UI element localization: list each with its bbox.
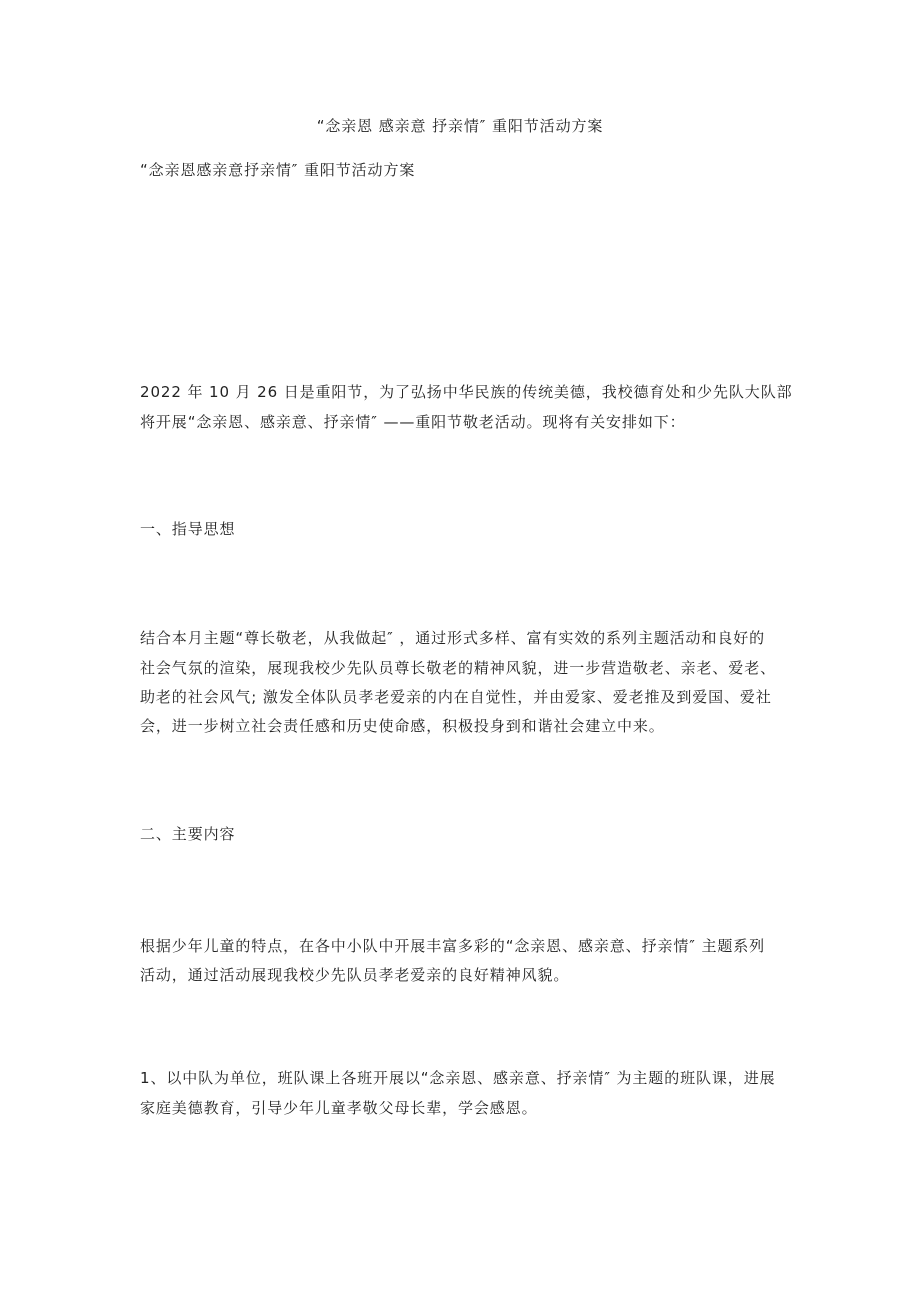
section2-line: 活动，通过活动展现我校少先队员孝老爱亲的良好精神风貌。 [140,966,570,984]
section1-line: 社会气氛的渲染，展现我校少先队员尊长敬老的精神风貌，进一步营造敬老、亲老、爱老、 [140,659,777,677]
section2-line: 根据少年儿童的特点，在各中小队中开展丰富多彩的“念亲恩、感亲意、抒亲情″ 主题系列 [140,937,766,955]
section1-line: 会，进一步树立社会责任感和历史使命感，积极投身到和谐社会建立中来。 [140,717,665,735]
section-heading-guiding-ideology: 一、指导思想 [140,520,236,538]
item1-line: 家庭美德教育，引导少年儿童孝敬父母长辈，学会感恩。 [140,1099,538,1117]
item1-line: 1、以中队为单位，班队课上各班开展以“念亲恩、感亲意、抒亲情″ 为主题的班队课，进展 [140,1069,776,1087]
section1-line: 结合本月主题“尊长敬老，从我做起″ ，通过形式多样、富有实效的系列主题活动和良好的 [140,629,766,647]
intro-line: 2022 年 10 月 26 日是重阳节，为了弘扬中华民族的传统美德，我校德育处和少先队大队部 [140,383,793,401]
intro-line: 将开展“念亲恩、感亲意、抒亲情″ ——重阳节敬老活动。现将有关安排如下： [140,413,686,431]
section1-line: 助老的社会风气; 激发全体队员孝老爱亲的内在自觉性，并由爱家、爱老推及到爱国、爱社 [140,688,772,706]
document-title: “念亲恩 感亲意 抒亲情″ 重阳节活动方案 [316,117,604,135]
section-heading-main-content: 二、主要内容 [140,825,236,843]
document-subtitle: “念亲恩感亲意抒亲情″ 重阳节活动方案 [140,161,416,179]
